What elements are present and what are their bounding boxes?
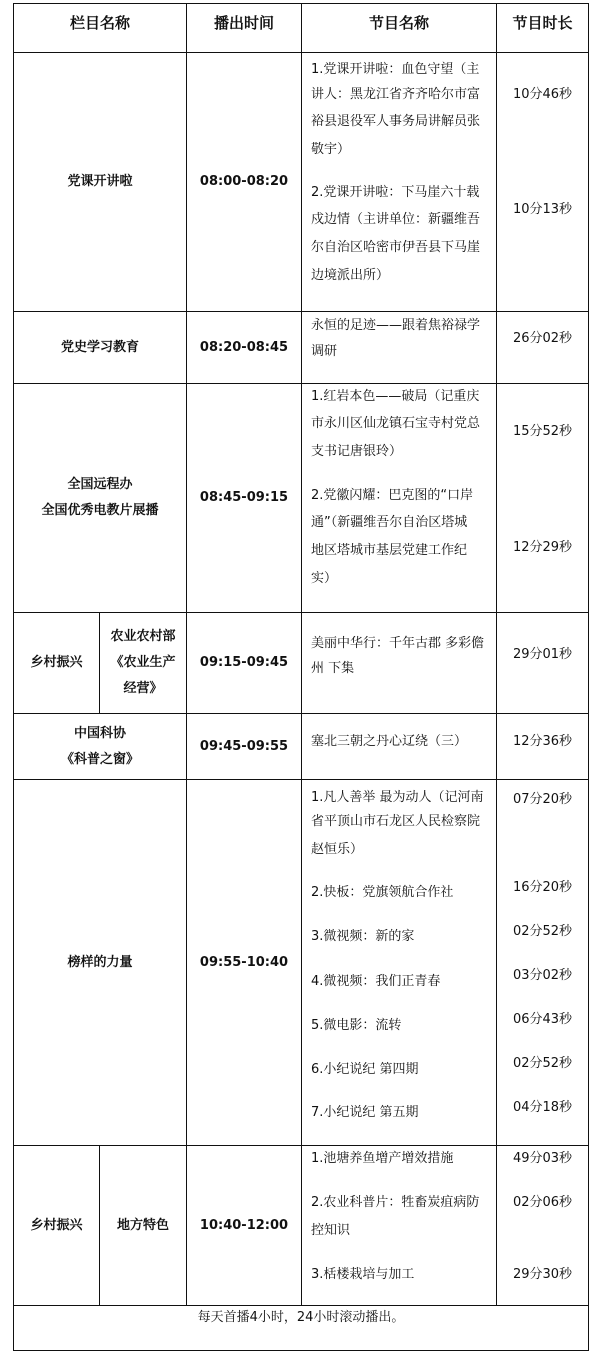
column-text: 乡村振兴 (30, 655, 83, 670)
time-text: 08:20-08:45 (199, 339, 289, 355)
col-divider (301, 3, 302, 1305)
duration: 02分52秒 (512, 924, 573, 939)
program-line: 1.党课开讲啦：血色守望（主 (311, 62, 480, 77)
program-line: 3.栝楼栽培与加工 (311, 1267, 415, 1282)
column-text: 党课开讲啦 (67, 174, 133, 189)
program-line: 7.小纪说纪 第五期 (311, 1105, 419, 1120)
column-text: 榜样的力量 (67, 954, 133, 970)
column-text: 乡村振兴 (30, 1217, 83, 1233)
column-name (14, 780, 186, 1145)
header-air-time (187, 4, 301, 52)
duration: 12分29秒 (512, 540, 573, 555)
header-text: 节目名称 (368, 14, 429, 32)
program-line: 2.农业科普片：牲畜炭疽病防 (311, 1195, 480, 1210)
program-line: 2.党徽闪耀：巴克图的“口岸 (311, 488, 474, 503)
duration: 04分18秒 (512, 1100, 573, 1115)
header-duration (497, 4, 588, 52)
program-line: 2.快板：党旗领航合作社 (311, 885, 454, 900)
program-line: 调研 (311, 344, 338, 359)
duration: 29分01秒 (512, 647, 573, 662)
duration: 03分02秒 (512, 968, 573, 983)
program-line: 戍边情（主讲单位：新疆维吾 (311, 212, 481, 227)
program-line: 支书记唐银玲） (311, 444, 403, 459)
air-time (187, 1146, 301, 1305)
time-text: 09:15-09:45 (199, 655, 289, 670)
column-name (14, 1146, 99, 1305)
program-line: 赵恒乐） (311, 842, 364, 857)
duration: 29分30秒 (512, 1267, 573, 1282)
time-text: 08:45-09:15 (199, 490, 289, 505)
program-line: 1.池塘养鱼增产增效措施 (311, 1151, 454, 1166)
program-line: 3.微视频：新的家 (311, 929, 415, 944)
program-line: 地区塔城市基层党建工作纪 (311, 543, 468, 558)
column-text: 经营》 (123, 681, 163, 696)
column-text: 全国优秀电教片展播 (41, 503, 159, 518)
column-text: 《科普之窗》 (60, 751, 139, 767)
air-time (187, 53, 301, 311)
sub-column-name (100, 613, 186, 713)
program-line: 5.微电影：流转 (311, 1018, 402, 1033)
time-text: 09:55-10:40 (199, 954, 289, 970)
duration: 12分36秒 (512, 734, 573, 749)
program-line: 永恒的足迹——跟着焦裕禄学 (311, 318, 481, 333)
program-line: 塞北三朝之丹心辽绕（三） (311, 734, 468, 749)
program-line: 省平顶山市石龙区人民检察院 (311, 814, 481, 829)
program-line: 2.党课开讲啦：下马崖六十载 (311, 185, 480, 200)
column-name (14, 714, 186, 779)
column-text: 《农业生产 (110, 655, 176, 670)
time-text: 08:00-08:20 (199, 174, 289, 189)
header-text: 播出时间 (213, 14, 274, 32)
program-line: 4.微视频：我们正青春 (311, 974, 441, 989)
program-line: 边境派出所） (311, 268, 390, 283)
table-border (13, 1350, 589, 1351)
duration: 06分43秒 (512, 1012, 573, 1027)
program-line: 1.红岩本色——破局（记重庆 (311, 389, 480, 404)
air-time (187, 384, 301, 612)
program-line: 市永川区仙龙镇石宝寺村党总 (311, 416, 481, 431)
time-text: 09:45-09:55 (199, 738, 289, 754)
duration: 49分03秒 (512, 1151, 573, 1166)
program-line: 6.小纪说纪 第四期 (311, 1062, 419, 1077)
program-line: 裕县退役军人事务局讲解员张 (311, 114, 481, 129)
column-text: 全国远程办 (67, 477, 133, 492)
duration: 10分46秒 (512, 87, 573, 102)
duration: 10分13秒 (512, 202, 573, 217)
column-name (14, 384, 186, 612)
duration: 02分06秒 (512, 1195, 573, 1210)
air-time (187, 613, 301, 713)
program-line: 州 下集 (311, 661, 355, 676)
row-divider (13, 1305, 589, 1306)
column-name (14, 53, 186, 311)
duration: 15分52秒 (512, 424, 573, 439)
air-time (187, 312, 301, 383)
program-line: 讲人：黑龙江省齐齐哈尔市富 (311, 87, 481, 102)
header-program-name (302, 4, 496, 52)
duration: 02分52秒 (512, 1056, 573, 1071)
duration: 26分02秒 (512, 331, 573, 346)
program-line: 1.凡人善举 最为动人（记河南 (311, 790, 484, 805)
program-line: 美丽中华行：千年古郡 多彩儋 (311, 636, 485, 651)
duration: 16分20秒 (512, 880, 573, 895)
duration: 07分20秒 (512, 792, 573, 807)
program-line: 尔自治区哈密市伊吾县下马崖 (311, 240, 481, 255)
time-text: 10:40-12:00 (199, 1217, 289, 1233)
column-text: 中国科协 (73, 725, 126, 741)
program-line: 控知识 (311, 1223, 351, 1238)
column-text: 农业农村部 (110, 629, 176, 644)
header-text: 节目时长 (512, 14, 573, 32)
column-text: 地方特色 (116, 1217, 169, 1233)
footer-note: 每天首播4小时，24小时滚动播出。 (197, 1310, 405, 1325)
air-time (187, 780, 301, 1145)
column-name (14, 312, 186, 383)
program-line: 实） (311, 571, 338, 586)
air-time (187, 714, 301, 779)
program-line: 通”（新疆维吾尔自治区塔城 (311, 515, 468, 530)
header-column-name (14, 4, 186, 52)
sub-column-name (100, 1146, 186, 1305)
header-text: 栏目名称 (69, 14, 130, 32)
program-line: 敬宇） (311, 142, 351, 157)
column-name (14, 613, 99, 713)
table-border (588, 3, 589, 1351)
column-text: 党史学习教育 (60, 339, 139, 355)
